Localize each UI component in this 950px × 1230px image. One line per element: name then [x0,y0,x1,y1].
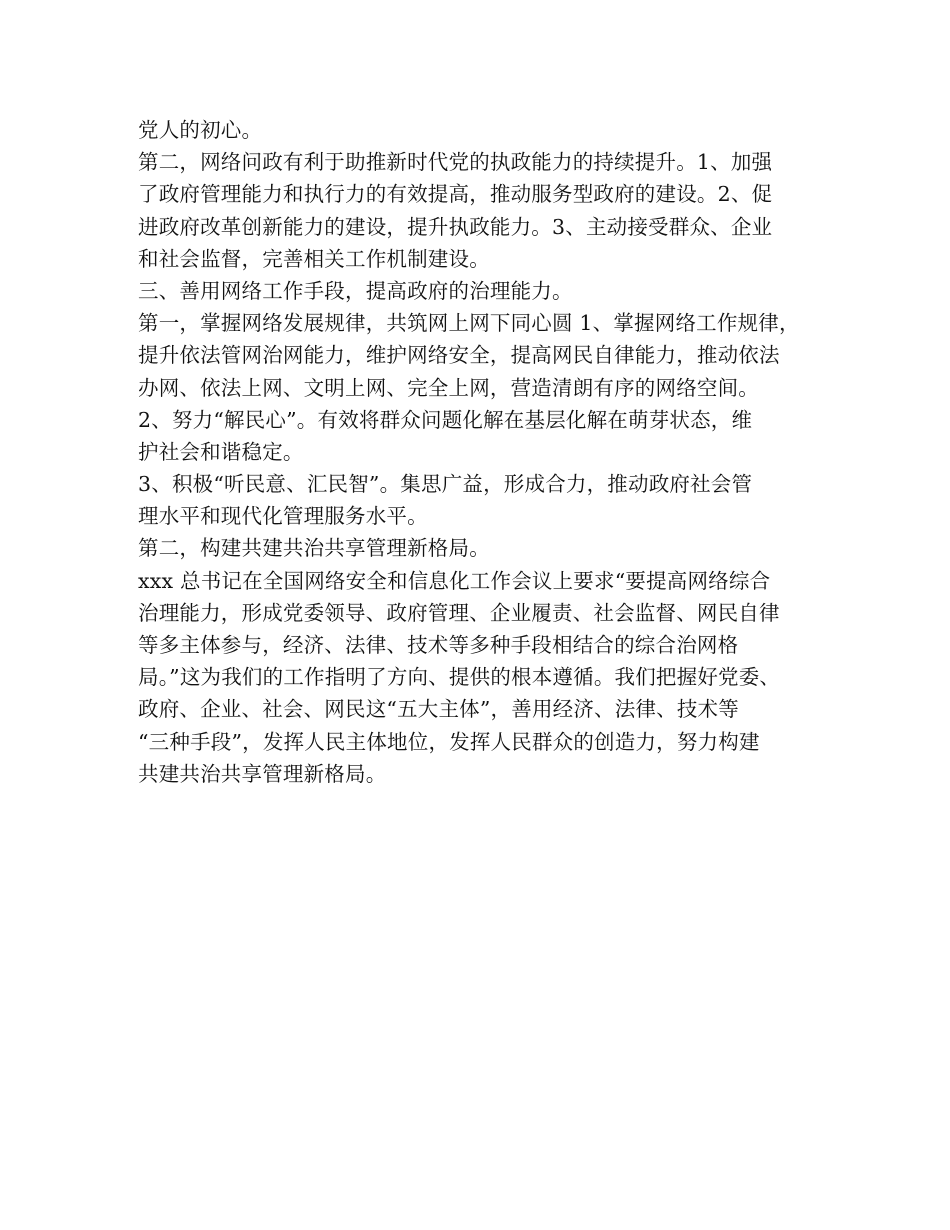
text-line: “三种手段”，发挥人民主体地位，发挥人民群众的创造力，努力构建 [138,729,760,754]
text-line: 理水平和现代化管理服务水平。 [138,504,428,529]
text-line: 进政府改革创新能力的建设，提升执政能力。3、主动接受群众、企业 [138,214,773,239]
text-line: 第一，掌握网络发展规律，共筑网上网下同心圆 1、掌握网络工作规律， [138,311,800,336]
text-line: 办网、依法上网、文明上网、完全上网，营造清朗有序的网络空间。 [138,375,759,400]
section-heading: 三、善用网络工作手段，提高政府的治理能力。 [138,278,573,303]
document-body [138,114,828,790]
text-line: xxx 总书记在全国网络安全和信息化工作会议上要求“要提高网络综合 [138,568,771,593]
text-line: 政府、企业、社会、网民这“五大主体”，善用经济、法律、技术等 [138,697,739,722]
text-line: 共建共治共享管理新格局。 [138,761,387,786]
text-line: 局。”这为我们的工作指明了方向、提供的根本遵循。我们把握好党委、 [138,665,781,690]
text-line: 护社会和谐稳定。 [138,439,304,464]
text-line: 和社会监督，完善相关工作机制建设。 [138,246,490,271]
text-line: 3、积极“听民意、汇民智”。集思广益，形成合力，推动政府社会管 [138,472,753,497]
text-line: 第二，构建共建共治共享管理新格局。 [138,536,490,561]
text-line: 党人的初心。 [138,118,263,142]
text-line: 提升依法管网治网能力，维护网络安全，提高网民自律能力，推动依法 [138,343,780,368]
text-line: 了政府管理能力和执行力的有效提高，推动服务型政府的建设。2、促 [138,182,773,207]
text-line: 等多主体参与，经济、法律、技术等多种手段相结合的综合治网格 [138,633,739,657]
text-line: 第二，网络问政有利于助推新时代党的执政能力的持续提升。1、加强 [138,150,773,175]
text-line: 治理能力，形成党委领导、政府管理、企业履责、社会监督、网民自律 [138,600,780,625]
text-line: 2、努力“解民心”。有效将群众问题化解在基层化解在萌芽状态，维 [138,407,753,432]
